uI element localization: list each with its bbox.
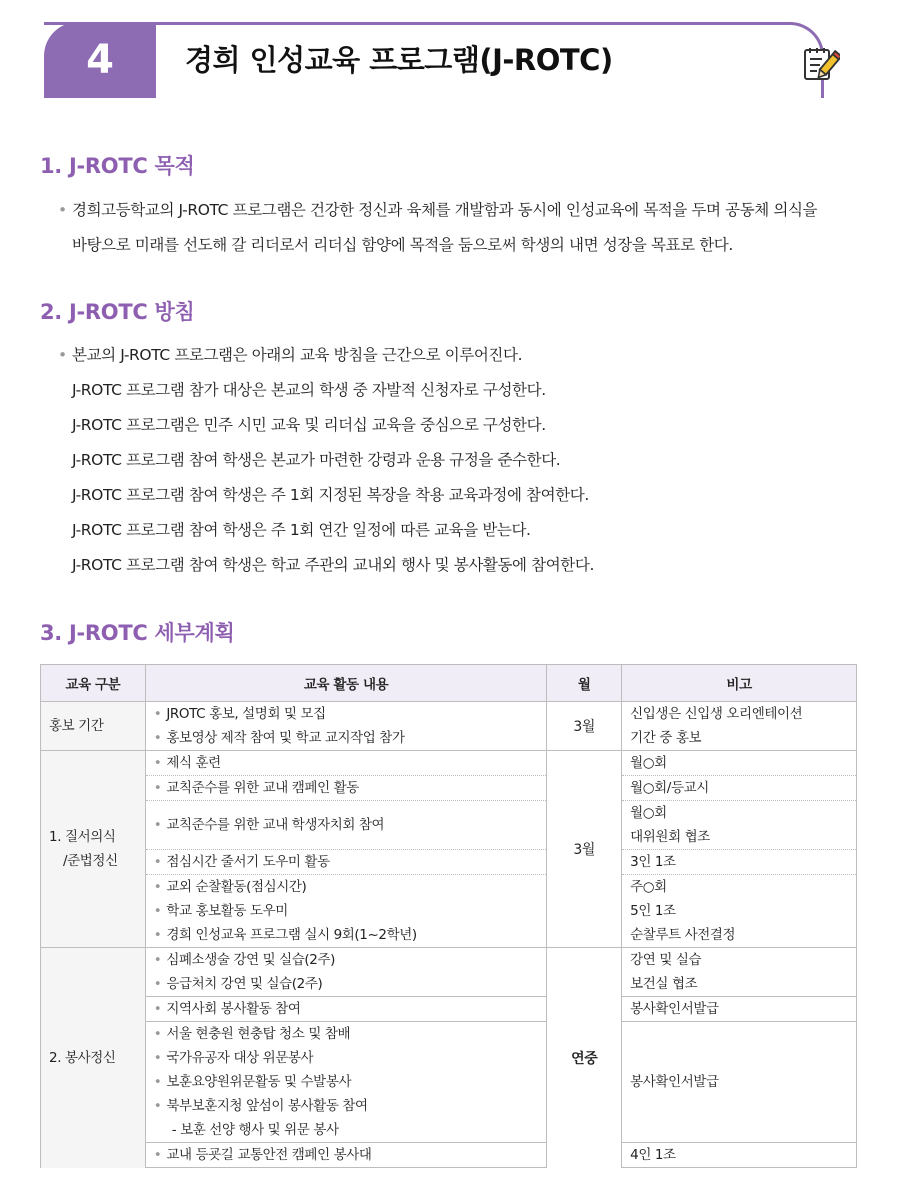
table-header-row: [41, 665, 857, 702]
purpose-line: 바탕으로 미래를 선도해 갈 리더로서 리더십 함양에 목적을 둠으로써 학생의 내면 성장을 목표로 한다.: [72, 236, 733, 254]
category-cell: 2. 봉사정신: [41, 948, 146, 1168]
purpose-paragraph: [58, 193, 878, 263]
bullet-dot: •: [153, 854, 162, 870]
activity-cell: • 지역사회 봉사활동 참여: [145, 997, 547, 1022]
note-cell: 신입생은 신입생 오리엔테이션 기간 중 홍보: [622, 702, 857, 751]
section-title-purpose: 1. J-ROTC 목적: [40, 154, 195, 178]
sub-item: - 보훈 선양 행사 및 위문 봉사: [171, 1122, 339, 1138]
note-cell: 강연 및 실습 보건실 협조: [622, 948, 857, 997]
bullet-dot: •: [153, 1050, 162, 1066]
policy-list: [58, 338, 878, 583]
header-note: 비고: [622, 665, 857, 702]
chapter-number: 4: [44, 22, 156, 98]
bullet-dot: •: [153, 1074, 162, 1090]
bullet-dot: •: [153, 1026, 162, 1042]
activity-cell: • 교칙준수를 위한 교내 학생자치회 참여: [145, 801, 547, 850]
activity-cell: • 점심시간 줄서기 도우미 활동: [145, 850, 547, 875]
bullet-dot: •: [58, 201, 67, 219]
table-row: [41, 702, 857, 751]
bullet-dot: •: [153, 706, 162, 722]
note-cell: 봉사확인서발급: [622, 1022, 857, 1143]
bullet-dot: •: [153, 817, 162, 833]
table-row: [41, 801, 857, 850]
bullet-dot: •: [153, 1098, 162, 1114]
month-cell: 연중: [547, 948, 622, 1168]
policy-line: J-ROTC 프로그램 참여 학생은 주 1회 지정된 복장을 착용 교육과정에 참여한다.: [72, 486, 589, 504]
detail-plan-table: [40, 664, 857, 1168]
activity-cell: • JROTC 홍보, 설명회 및 모집 • 홍보영상 제작 참여 및 학교 교지작업 참가: [145, 702, 547, 751]
table-row: [41, 776, 857, 801]
activity-cell: • 서울 현충원 현충탑 청소 및 참배 • 국가유공자 대상 위문봉사 • 보훈요양원위문활동 및 수발봉사 • 북부보훈지청 앞섬이 봉사활동 참여 - 보훈 선양 행사 및 위문 봉사: [145, 1022, 547, 1143]
bullet-dot: •: [153, 976, 162, 992]
month-cell: 3월: [547, 702, 622, 751]
bullet-dot: •: [153, 927, 162, 943]
note-cell: 4인 1조: [622, 1143, 857, 1168]
note-cell: 월○회 대위원회 협조: [622, 801, 857, 850]
policy-line: J-ROTC 프로그램 참여 학생은 본교가 마련한 강령과 운용 규정을 준수한다.: [72, 451, 561, 469]
bullet-dot: •: [153, 1147, 162, 1163]
table-row: [41, 948, 857, 997]
category-cell: 홍보 기간: [41, 702, 146, 751]
bullet-dot: •: [153, 755, 162, 771]
activity-cell: • 교외 순찰활동(점심시간) • 학교 홍보활동 도우미 • 경희 인성교육 프로그램 실시 9회(1~2학년): [145, 875, 547, 948]
section-title-policy: 2. J-ROTC 방침: [40, 300, 195, 324]
policy-line: J-ROTC 프로그램 참여 학생은 학교 주관의 교내외 행사 및 봉사활동에 참여한다.: [72, 556, 594, 574]
table-row: [41, 1022, 857, 1143]
table-row: [41, 850, 857, 875]
note-cell: 월○회/등교시: [622, 776, 857, 801]
table-row: [41, 875, 857, 948]
note-cell: 주○회 5인 1조 순찰루트 사전결정: [622, 875, 857, 948]
note-cell: 3인 1조: [622, 850, 857, 875]
activity-cell: • 제식 훈련: [145, 751, 547, 776]
purpose-line: • 경희고등학교의 J-ROTC 프로그램은 건강한 정신과 육체를 개발함과 동시에 인성교육에 목적을 두며 공동체 의식을: [58, 193, 878, 228]
policy-line: J-ROTC 프로그램은 민주 시민 교육 및 리더십 교육을 중심으로 구성한다.: [72, 416, 546, 434]
header-activity: 교육 활동 내용: [145, 665, 547, 702]
header-category: 교육 구분: [41, 665, 146, 702]
activity-cell: • 심폐소생술 강연 및 실습(2주) • 응급처치 강연 및 실습(2주): [145, 948, 547, 997]
bullet-dot: •: [153, 780, 162, 796]
bullet-dot: •: [153, 730, 162, 746]
activity-cell: • 교칙준수를 위한 교내 캠페인 활동: [145, 776, 547, 801]
month-cell: 3월: [547, 751, 622, 948]
bullet-dot: •: [153, 903, 162, 919]
table-row: [41, 751, 857, 776]
bullet-dot: •: [153, 952, 162, 968]
policy-line: J-ROTC 프로그램 참가 대상은 본교의 학생 중 자발적 신청자로 구성한다.: [72, 381, 546, 399]
activity-cell: • 교내 등굣길 교통안전 캠페인 봉사대: [145, 1143, 547, 1168]
note-cell: 봉사확인서발급: [622, 997, 857, 1022]
table-row: [41, 1143, 857, 1168]
page-title: 경희 인성교육 프로그램(J-ROTC): [185, 43, 613, 77]
notepad-pencil-icon: [800, 44, 840, 84]
note-cell: 월○회: [622, 751, 857, 776]
header-month: 월: [547, 665, 622, 702]
bullet-dot: •: [58, 346, 67, 364]
section-title-detail-plan: 3. J-ROTC 세부계획: [40, 621, 235, 645]
category-cell: 1. 질서의식 /준법정신: [41, 751, 146, 948]
policy-line: J-ROTC 프로그램 참여 학생은 주 1회 연간 일정에 따른 교육을 받는다.: [72, 521, 531, 539]
table-row: [41, 997, 857, 1022]
bullet-dot: •: [153, 1001, 162, 1017]
policy-line: • 본교의 J-ROTC 프로그램은 아래의 교육 방침을 근간으로 이루어진다.: [58, 338, 878, 373]
bullet-dot: •: [153, 879, 162, 895]
